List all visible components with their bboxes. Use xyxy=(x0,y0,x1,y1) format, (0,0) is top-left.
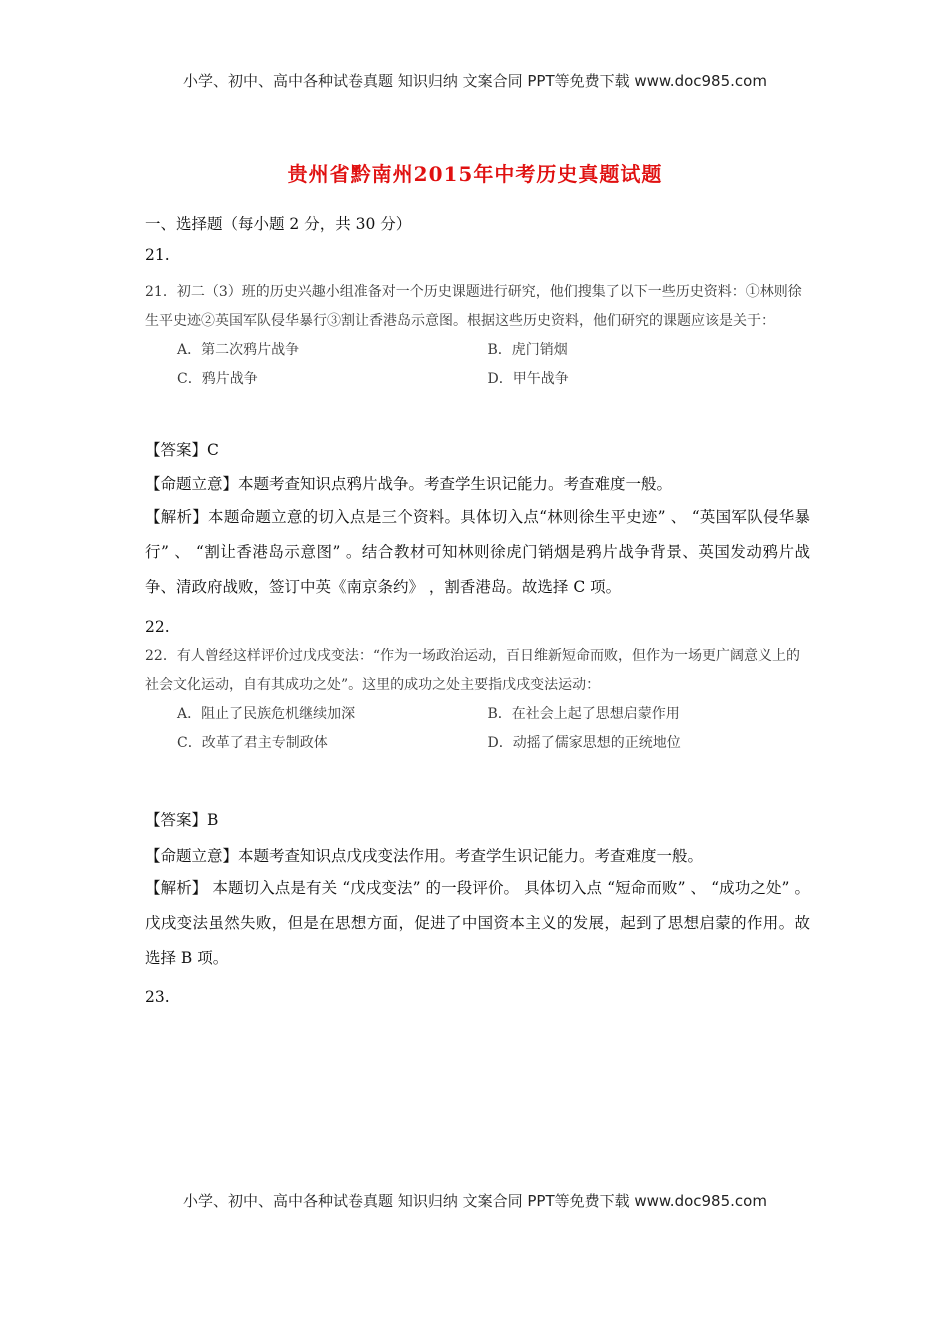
page-header: 小学、初中、高中各种试卷真题 知识归纳 文案合同 PPT等免费下载 www.doc985.com xyxy=(183,72,767,90)
page-footer: 小学、初中、高中各种试卷真题 知识归纳 文案合同 PPT等免费下载 www.doc985.com xyxy=(183,1192,767,1210)
question-22-option-c: C．改革了君主专制政体 xyxy=(177,735,328,751)
question-22-option-a: A．阻止了民族危机继续加深 xyxy=(177,706,356,722)
question-21-stem: 21．初二（3）班的历史兴趣小组准备对一个历史课题进行研究，他们搜集了以下一些历史资料：①林则徐生平史迹②英国军队侵华暴行③割让香港岛示意图。根据这些历史资料，他们研究的课题应该是关于： xyxy=(145,284,802,329)
question-22-scan xyxy=(145,642,810,758)
question-22-number: 22. xyxy=(145,618,170,636)
question-21-option-a: A．第二次鸦片战争 xyxy=(177,342,300,358)
question-21-number: 21. xyxy=(145,246,170,264)
question-22-analysis: 【解析】 本题切入点是有关 “戊戌变法” 的一段评价。 具体切入点 “短命而败” 、 “成功之处” 。戊戌变法虽然失败，但是在思想方面，促进了中国资本主义的发展，起到了思想启蒙的作用。故选择 B 项。 xyxy=(145,879,810,967)
section-heading: 一、选择题（每小题 2 分，共 30 分） xyxy=(145,215,412,233)
page-title: 贵州省黔南州2015年中考历史真题试题 xyxy=(287,162,663,186)
question-23-number: 23. xyxy=(145,988,170,1006)
question-22-intent: 【命题立意】本题考查知识点戊戌变法作用。考查学生识记能力。考查难度一般。 xyxy=(145,847,704,865)
question-21-intent: 【命题立意】本题考查知识点鸦片战争。考查学生识记能力。考查难度一般。 xyxy=(145,475,673,493)
question-21-option-c: C．鸦片战争 xyxy=(177,371,258,387)
question-21-scan xyxy=(145,278,810,394)
question-21-answer: 【答案】C xyxy=(145,441,219,459)
question-21-analysis: 【解析】本题命题立意的切入点是三个资料。具体切入点“林则徐生平史迹” 、 “英国军队侵华暴行” 、 “割让香港岛示意图” 。结合教材可知林则徐虎门销烟是鸦片战争背景、英国发动鸦片战争、清政府战败，签订中英《南京条约》 ，割香港岛。故选择 C 项。 xyxy=(145,508,810,596)
question-22-stem: 22．有人曾经这样评价过戊戌变法：“作为一场政治运动，百日维新短命而败，但作为一场更广阔意义上的社会文化运动，自有其成功之处”。这里的成功之处主要指戊戌变法运动： xyxy=(145,648,800,693)
question-21-option-b: B．虎门销烟 xyxy=(487,342,568,358)
question-22-option-d: D．动摇了儒家思想的正统地位 xyxy=(487,735,681,751)
question-22-answer: 【答案】B xyxy=(145,811,219,829)
question-22-option-b: B．在社会上起了思想启蒙作用 xyxy=(487,706,680,722)
question-21-option-d: D．甲午战争 xyxy=(487,371,569,387)
